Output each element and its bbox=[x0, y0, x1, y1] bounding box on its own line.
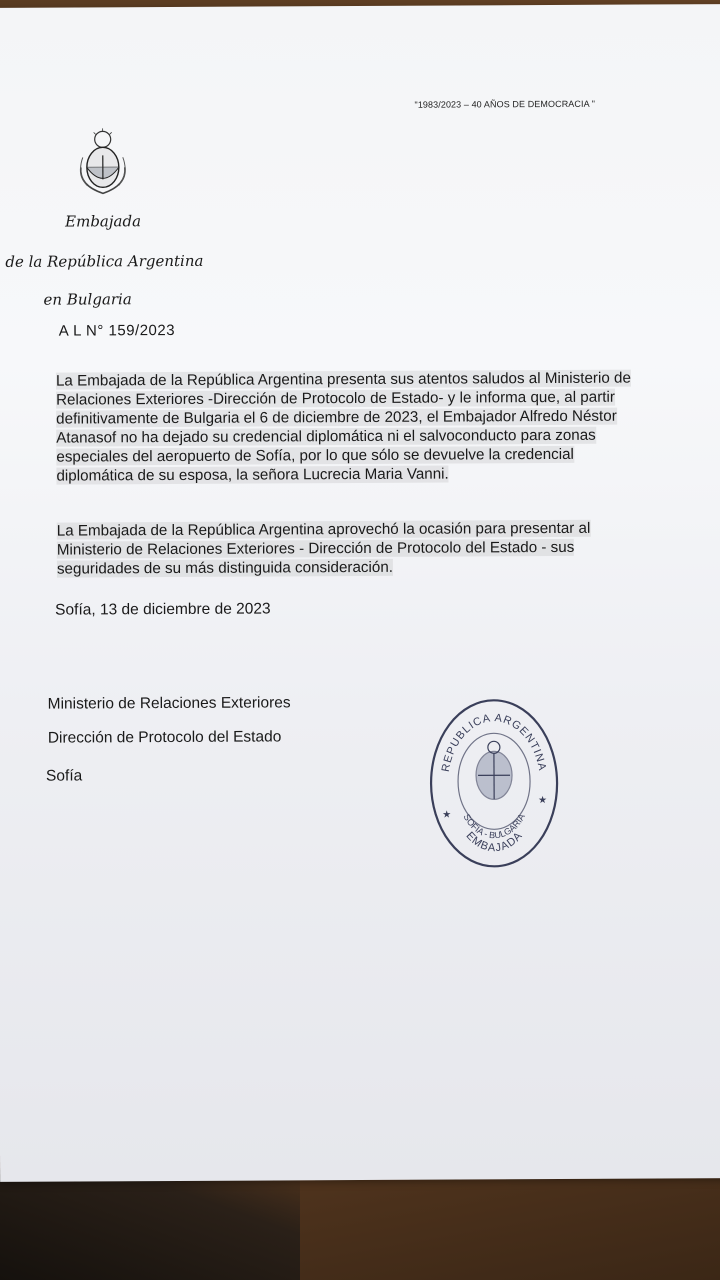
embassy-seal-stamp bbox=[426, 695, 563, 872]
paragraph-1 bbox=[56, 369, 637, 486]
coat-of-arms-icon bbox=[77, 127, 129, 197]
addressee-line-3: Sofía bbox=[45, 767, 83, 785]
seal-top-text: REPUBLICA ARGENTINA bbox=[439, 712, 549, 773]
seal-emblem-icon bbox=[476, 741, 512, 799]
embassy-line-1: Embajada bbox=[65, 212, 142, 231]
embassy-line-3: en Bulgaria bbox=[43, 290, 132, 309]
seal-inner-text: SOFIA - BULGARIA bbox=[461, 811, 527, 841]
paragraph-2 bbox=[57, 519, 637, 579]
dark-object-corner bbox=[0, 1170, 300, 1280]
motto-text: "1983/2023 – 40 AÑOS DE DEMOCRACIA " bbox=[414, 98, 596, 110]
embassy-line-2: de la República Argentina bbox=[5, 251, 204, 271]
letter-page bbox=[0, 4, 720, 1182]
paragraph-2-text: La Embajada de la República Argentina aprovechó la ocasión para presentar al Ministerio de Relaciones Exteriores - Dirección de Protocolo del Estado - sus seguridades de su más distinguida consideración. bbox=[56, 519, 591, 578]
seal-bottom-text: EMBAJADA bbox=[463, 829, 526, 855]
seal-star-left-icon: ★ bbox=[442, 809, 452, 821]
seal-star-right-icon: ★ bbox=[538, 795, 548, 807]
dateline: Sofía, 13 de diciembre de 2023 bbox=[55, 600, 271, 619]
addressee-line-1: Ministerio de Relaciones Exteriores bbox=[47, 694, 291, 713]
paragraph-1-text: La Embajada de la República Argentina presenta sus atentos saludos al Ministerio de Relaciones Exteriores -Dirección de Protocolo de Estado- y le informa que, al partir definitivamente de Bulgaria el 6 de diciembre de 2023, el Embajador Alfredo Néstor Atanasof no ha dejado su credencial diplomática ni el salvoconducto para zonas especiales del aeropuerto de Sofía, por lo que sólo se devuelve la credencial diplomática de su esposa, la señora Lucrecia Maria Vanni. bbox=[55, 369, 631, 485]
reference-number: A L N° 159/2023 bbox=[58, 321, 176, 340]
addressee-line-2: Dirección de Protocolo del Estado bbox=[47, 728, 282, 747]
